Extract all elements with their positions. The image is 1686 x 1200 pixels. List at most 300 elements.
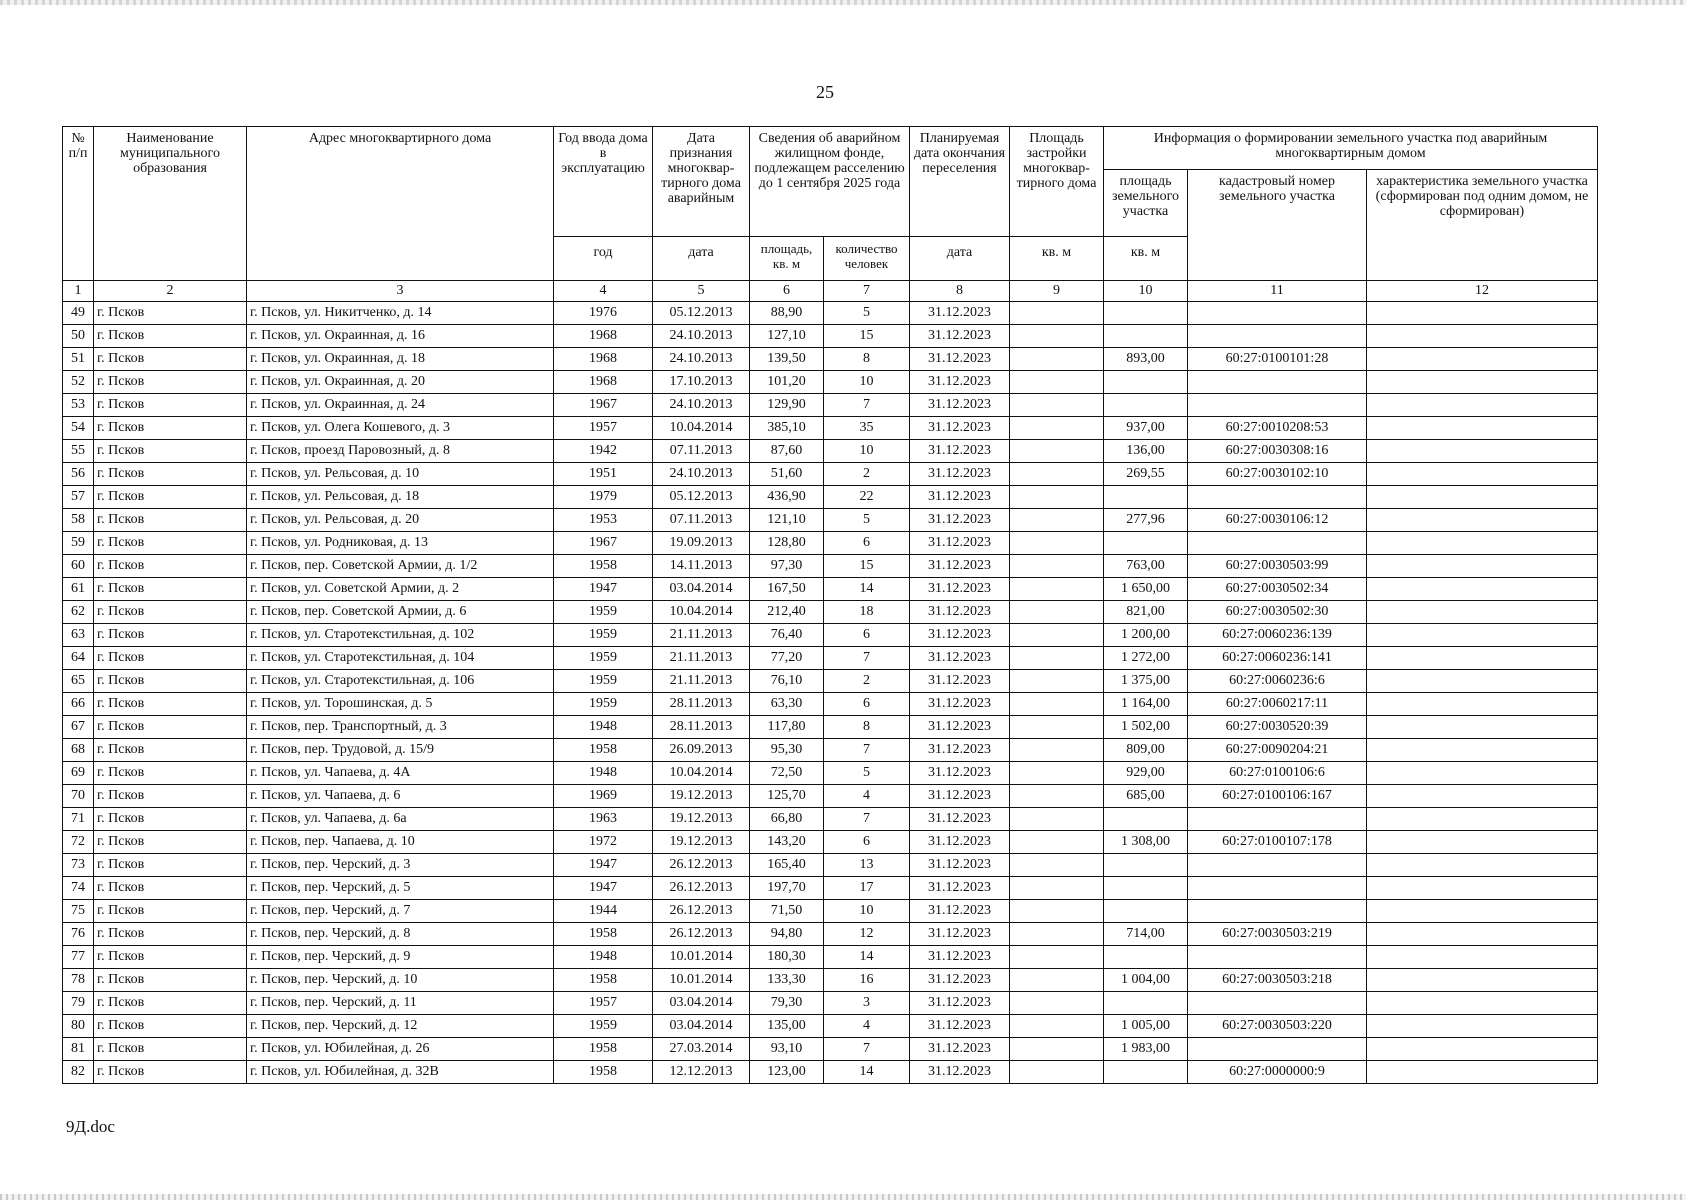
cell-land-characteristic <box>1367 785 1598 808</box>
cell-area: 125,70 <box>750 785 824 808</box>
cell-address: г. Псков, ул. Юбилейная, д. 32В <box>247 1061 554 1084</box>
cell-area: 139,50 <box>750 348 824 371</box>
cell-people: 8 <box>824 716 910 739</box>
cell-address: г. Псков, ул. Окраинная, д. 20 <box>247 371 554 394</box>
column-number: 9 <box>1010 281 1104 302</box>
cell-year: 1959 <box>554 647 653 670</box>
cell-people: 14 <box>824 946 910 969</box>
cell-people: 10 <box>824 440 910 463</box>
cell-land-area: 1 983,00 <box>1104 1038 1188 1061</box>
cell-municipality: г. Псков <box>94 624 247 647</box>
cell-recognition-date: 07.11.2013 <box>653 509 750 532</box>
table-row <box>63 325 1598 348</box>
cell-municipality: г. Псков <box>94 532 247 555</box>
cell-row-number: 70 <box>63 785 94 808</box>
cell-address: г. Псков, ул. Старотекстильная, д. 104 <box>247 647 554 670</box>
cell-row-number: 51 <box>63 348 94 371</box>
cell-row-number: 65 <box>63 670 94 693</box>
cell-address: г. Псков, ул. Советской Армии, д. 2 <box>247 578 554 601</box>
cell-cadastral-number: 60:27:0030502:30 <box>1188 601 1367 624</box>
cell-people: 12 <box>824 923 910 946</box>
cell-planned-end: 31.12.2023 <box>910 969 1010 992</box>
cell-people: 4 <box>824 785 910 808</box>
cell-row-number: 78 <box>63 969 94 992</box>
column-number: 12 <box>1367 281 1598 302</box>
cell-municipality: г. Псков <box>94 693 247 716</box>
cell-municipality: г. Псков <box>94 992 247 1015</box>
cell-area: 95,30 <box>750 739 824 762</box>
cell-people: 35 <box>824 417 910 440</box>
cell-cadastral-number <box>1188 992 1367 1015</box>
cell-land-area: 277,96 <box>1104 509 1188 532</box>
cell-recognition-date: 12.12.2013 <box>653 1061 750 1084</box>
cell-municipality: г. Псков <box>94 969 247 992</box>
cell-land-area: 929,00 <box>1104 762 1188 785</box>
cell-year: 1948 <box>554 716 653 739</box>
cell-land-area: 763,00 <box>1104 555 1188 578</box>
cell-address: г. Псков, пер. Советской Армии, д. 6 <box>247 601 554 624</box>
cell-land-characteristic <box>1367 1015 1598 1038</box>
unit-sqm-2: кв. м <box>1104 237 1188 281</box>
column-number: 11 <box>1188 281 1367 302</box>
cell-built-area <box>1010 969 1104 992</box>
cell-cadastral-number: 60:27:0090204:21 <box>1188 739 1367 762</box>
unit-year: год <box>554 237 653 281</box>
cell-year: 1959 <box>554 670 653 693</box>
cell-recognition-date: 26.12.2013 <box>653 854 750 877</box>
cell-cadastral-number: 60:27:0100106:6 <box>1188 762 1367 785</box>
cell-built-area <box>1010 785 1104 808</box>
cell-address: г. Псков, ул. Олега Кошевого, д. 3 <box>247 417 554 440</box>
cell-recognition-date: 10.01.2014 <box>653 946 750 969</box>
table-row <box>63 808 1598 831</box>
cell-people: 6 <box>824 624 910 647</box>
cell-recognition-date: 14.11.2013 <box>653 555 750 578</box>
table-row <box>63 440 1598 463</box>
header-land-group: Информация о формировании земельного участка под аварийным многоквартирным домом <box>1104 127 1598 170</box>
cell-address: г. Псков, ул. Чапаева, д. 6а <box>247 808 554 831</box>
table-row <box>63 693 1598 716</box>
cell-planned-end: 31.12.2023 <box>910 601 1010 624</box>
cell-year: 1979 <box>554 486 653 509</box>
table-row <box>63 785 1598 808</box>
table-row <box>63 486 1598 509</box>
header-num: № п/п <box>63 127 94 281</box>
cell-row-number: 56 <box>63 463 94 486</box>
cell-people: 4 <box>824 1015 910 1038</box>
cell-land-area: 1 164,00 <box>1104 693 1188 716</box>
cell-built-area <box>1010 555 1104 578</box>
cell-built-area <box>1010 877 1104 900</box>
cell-cadastral-number <box>1188 877 1367 900</box>
cell-land-characteristic <box>1367 992 1598 1015</box>
cell-planned-end: 31.12.2023 <box>910 923 1010 946</box>
cell-year: 1953 <box>554 509 653 532</box>
cell-row-number: 54 <box>63 417 94 440</box>
cell-planned-end: 31.12.2023 <box>910 417 1010 440</box>
cell-land-characteristic <box>1367 670 1598 693</box>
cell-municipality: г. Псков <box>94 325 247 348</box>
cell-land-characteristic <box>1367 946 1598 969</box>
cell-row-number: 49 <box>63 302 94 325</box>
cell-recognition-date: 19.12.2013 <box>653 831 750 854</box>
table-row <box>63 348 1598 371</box>
cell-land-area: 1 375,00 <box>1104 670 1188 693</box>
cell-municipality: г. Псков <box>94 854 247 877</box>
cell-cadastral-number <box>1188 854 1367 877</box>
cell-built-area <box>1010 739 1104 762</box>
cell-municipality: г. Псков <box>94 670 247 693</box>
cell-area: 94,80 <box>750 923 824 946</box>
cell-planned-end: 31.12.2023 <box>910 854 1010 877</box>
cell-row-number: 75 <box>63 900 94 923</box>
table-row <box>63 302 1598 325</box>
cell-built-area <box>1010 532 1104 555</box>
cell-planned-end: 31.12.2023 <box>910 831 1010 854</box>
cell-cadastral-number <box>1188 946 1367 969</box>
table-row <box>63 555 1598 578</box>
cell-land-area: 893,00 <box>1104 348 1188 371</box>
cell-municipality: г. Псков <box>94 417 247 440</box>
cell-year: 1972 <box>554 831 653 854</box>
table-row <box>63 1015 1598 1038</box>
cell-address: г. Псков, ул. Старотекстильная, д. 106 <box>247 670 554 693</box>
cell-planned-end: 31.12.2023 <box>910 302 1010 325</box>
cell-planned-end: 31.12.2023 <box>910 463 1010 486</box>
cell-recognition-date: 10.01.2014 <box>653 969 750 992</box>
cell-cadastral-number <box>1188 532 1367 555</box>
cell-land-characteristic <box>1367 923 1598 946</box>
cell-land-area <box>1104 486 1188 509</box>
cell-land-area: 809,00 <box>1104 739 1188 762</box>
cell-planned-end: 31.12.2023 <box>910 739 1010 762</box>
cell-land-area <box>1104 808 1188 831</box>
cell-cadastral-number <box>1188 371 1367 394</box>
cell-area: 143,20 <box>750 831 824 854</box>
cell-cadastral-number: 60:27:0030503:219 <box>1188 923 1367 946</box>
cell-municipality: г. Псков <box>94 302 247 325</box>
cell-built-area <box>1010 992 1104 1015</box>
cell-planned-end: 31.12.2023 <box>910 532 1010 555</box>
cell-address: г. Псков, пер. Транспортный, д. 3 <box>247 716 554 739</box>
cell-address: г. Псков, пер. Черский, д. 11 <box>247 992 554 1015</box>
cell-area: 93,10 <box>750 1038 824 1061</box>
cell-land-characteristic <box>1367 302 1598 325</box>
table-row <box>63 992 1598 1015</box>
cell-land-characteristic <box>1367 647 1598 670</box>
cell-year: 1944 <box>554 900 653 923</box>
cell-year: 1942 <box>554 440 653 463</box>
cell-row-number: 69 <box>63 762 94 785</box>
cell-cadastral-number: 60:27:0000000:9 <box>1188 1061 1367 1084</box>
table-row <box>63 394 1598 417</box>
table-row <box>63 877 1598 900</box>
cell-cadastral-number: 60:27:0030308:16 <box>1188 440 1367 463</box>
emergency-housing-table <box>62 126 1598 1084</box>
cell-planned-end: 31.12.2023 <box>910 647 1010 670</box>
unit-sqm: кв. м <box>1010 237 1104 281</box>
cell-year: 1958 <box>554 739 653 762</box>
cell-year: 1958 <box>554 555 653 578</box>
cell-land-area: 714,00 <box>1104 923 1188 946</box>
cell-people: 7 <box>824 739 910 762</box>
cell-row-number: 72 <box>63 831 94 854</box>
cell-year: 1947 <box>554 877 653 900</box>
cell-address: г. Псков, пер. Черский, д. 12 <box>247 1015 554 1038</box>
unit-date-2: дата <box>910 237 1010 281</box>
cell-planned-end: 31.12.2023 <box>910 509 1010 532</box>
cell-planned-end: 31.12.2023 <box>910 578 1010 601</box>
cell-planned-end: 31.12.2023 <box>910 555 1010 578</box>
cell-row-number: 60 <box>63 555 94 578</box>
cell-year: 1967 <box>554 532 653 555</box>
cell-row-number: 58 <box>63 509 94 532</box>
cell-planned-end: 31.12.2023 <box>910 325 1010 348</box>
cell-area: 72,50 <box>750 762 824 785</box>
cell-municipality: г. Псков <box>94 808 247 831</box>
cell-address: г. Псков, ул. Чапаева, д. 4А <box>247 762 554 785</box>
cell-cadastral-number: 60:27:0100106:167 <box>1188 785 1367 808</box>
cell-row-number: 55 <box>63 440 94 463</box>
cell-land-area <box>1104 877 1188 900</box>
cell-year: 1968 <box>554 325 653 348</box>
cell-cadastral-number <box>1188 394 1367 417</box>
cell-recognition-date: 24.10.2013 <box>653 325 750 348</box>
table-row <box>63 417 1598 440</box>
cell-year: 1976 <box>554 302 653 325</box>
cell-year: 1968 <box>554 348 653 371</box>
cell-planned-end: 31.12.2023 <box>910 624 1010 647</box>
cell-year: 1969 <box>554 785 653 808</box>
cell-recognition-date: 03.04.2014 <box>653 578 750 601</box>
cell-built-area <box>1010 578 1104 601</box>
cell-land-area <box>1104 325 1188 348</box>
cell-built-area <box>1010 716 1104 739</box>
cell-land-area <box>1104 302 1188 325</box>
cell-land-characteristic <box>1367 371 1598 394</box>
cell-recognition-date: 21.11.2013 <box>653 624 750 647</box>
cell-address: г. Псков, пер. Черский, д. 9 <box>247 946 554 969</box>
cell-municipality: г. Псков <box>94 348 247 371</box>
cell-built-area <box>1010 394 1104 417</box>
cell-cadastral-number: 60:27:0060236:141 <box>1188 647 1367 670</box>
cell-year: 1959 <box>554 1015 653 1038</box>
cell-cadastral-number: 60:27:0030503:99 <box>1188 555 1367 578</box>
cell-people: 13 <box>824 854 910 877</box>
cell-address: г. Псков, пер. Трудовой, д. 15/9 <box>247 739 554 762</box>
cell-planned-end: 31.12.2023 <box>910 670 1010 693</box>
cell-year: 1947 <box>554 854 653 877</box>
cell-people: 6 <box>824 532 910 555</box>
table-row <box>63 716 1598 739</box>
scan-edge-top <box>0 0 1686 5</box>
cell-area: 123,00 <box>750 1061 824 1084</box>
cell-land-area <box>1104 532 1188 555</box>
cell-cadastral-number <box>1188 808 1367 831</box>
column-number: 4 <box>554 281 653 302</box>
cell-cadastral-number: 60:27:0060236:139 <box>1188 624 1367 647</box>
cell-land-area <box>1104 900 1188 923</box>
cell-row-number: 81 <box>63 1038 94 1061</box>
cell-land-characteristic <box>1367 877 1598 900</box>
cell-recognition-date: 28.11.2013 <box>653 716 750 739</box>
cell-planned-end: 31.12.2023 <box>910 716 1010 739</box>
cell-row-number: 61 <box>63 578 94 601</box>
table-row <box>63 900 1598 923</box>
cell-area: 129,90 <box>750 394 824 417</box>
cell-cadastral-number <box>1188 325 1367 348</box>
cell-planned-end: 31.12.2023 <box>910 877 1010 900</box>
cell-municipality: г. Псков <box>94 739 247 762</box>
cell-planned-end: 31.12.2023 <box>910 693 1010 716</box>
cell-land-area: 1 272,00 <box>1104 647 1188 670</box>
cell-recognition-date: 05.12.2013 <box>653 486 750 509</box>
cell-built-area <box>1010 762 1104 785</box>
cell-cadastral-number: 60:27:0100101:28 <box>1188 348 1367 371</box>
cell-land-area <box>1104 854 1188 877</box>
cell-area: 385,10 <box>750 417 824 440</box>
unit-people: количество человек <box>824 237 910 281</box>
footer-file-name: 9Д.doc <box>66 1117 115 1136</box>
cell-built-area <box>1010 371 1104 394</box>
cell-land-characteristic <box>1367 578 1598 601</box>
cell-people: 7 <box>824 394 910 417</box>
column-number: 1 <box>63 281 94 302</box>
cell-municipality: г. Псков <box>94 578 247 601</box>
cell-year: 1958 <box>554 1038 653 1061</box>
cell-planned-end: 31.12.2023 <box>910 486 1010 509</box>
header-municipality: Наименование муниципального образования <box>94 127 247 281</box>
column-number: 8 <box>910 281 1010 302</box>
header-land-char: характеристика земельного участка (сформирован под одним домом, не сформирован) <box>1367 170 1598 281</box>
cell-built-area <box>1010 670 1104 693</box>
cell-built-area <box>1010 946 1104 969</box>
cell-address: г. Псков, ул. Окраинная, д. 16 <box>247 325 554 348</box>
cell-built-area <box>1010 900 1104 923</box>
table-row <box>63 923 1598 946</box>
cell-area: 180,30 <box>750 946 824 969</box>
cell-recognition-date: 19.12.2013 <box>653 808 750 831</box>
cell-area: 197,70 <box>750 877 824 900</box>
cell-municipality: г. Псков <box>94 486 247 509</box>
cell-built-area <box>1010 348 1104 371</box>
cell-people: 22 <box>824 486 910 509</box>
cell-planned-end: 31.12.2023 <box>910 1015 1010 1038</box>
cell-area: 79,30 <box>750 992 824 1015</box>
cell-area: 63,30 <box>750 693 824 716</box>
cell-address: г. Псков, ул. Рельсовая, д. 18 <box>247 486 554 509</box>
table-row <box>63 624 1598 647</box>
cell-people: 6 <box>824 693 910 716</box>
cell-land-area: 1 502,00 <box>1104 716 1188 739</box>
cell-cadastral-number: 60:27:0060236:6 <box>1188 670 1367 693</box>
cell-address: г. Псков, проезд Паровозный, д. 8 <box>247 440 554 463</box>
table-row <box>63 463 1598 486</box>
cell-built-area <box>1010 601 1104 624</box>
cell-year: 1968 <box>554 371 653 394</box>
scan-edge-bottom <box>0 1194 1686 1200</box>
cell-land-characteristic <box>1367 486 1598 509</box>
cell-land-characteristic <box>1367 900 1598 923</box>
cell-people: 5 <box>824 762 910 785</box>
table-row <box>63 762 1598 785</box>
cell-land-characteristic <box>1367 624 1598 647</box>
cell-area: 76,40 <box>750 624 824 647</box>
table-row <box>63 1061 1598 1084</box>
cell-area: 121,10 <box>750 509 824 532</box>
cell-municipality: г. Псков <box>94 601 247 624</box>
cell-people: 15 <box>824 555 910 578</box>
cell-year: 1958 <box>554 1061 653 1084</box>
cell-land-area <box>1104 1061 1188 1084</box>
cell-recognition-date: 24.10.2013 <box>653 348 750 371</box>
cell-row-number: 59 <box>63 532 94 555</box>
cell-land-characteristic <box>1367 831 1598 854</box>
cell-people: 7 <box>824 647 910 670</box>
cell-year: 1958 <box>554 923 653 946</box>
page-number: 25 <box>816 82 834 102</box>
cell-people: 8 <box>824 348 910 371</box>
cell-land-characteristic <box>1367 348 1598 371</box>
cell-address: г. Псков, пер. Черский, д. 5 <box>247 877 554 900</box>
cell-address: г. Псков, пер. Черский, д. 7 <box>247 900 554 923</box>
cell-row-number: 57 <box>63 486 94 509</box>
cell-year: 1948 <box>554 946 653 969</box>
cell-recognition-date: 10.04.2014 <box>653 762 750 785</box>
cell-land-area: 685,00 <box>1104 785 1188 808</box>
column-number: 6 <box>750 281 824 302</box>
cell-year: 1948 <box>554 762 653 785</box>
cell-land-characteristic <box>1367 532 1598 555</box>
cell-recognition-date: 10.04.2014 <box>653 601 750 624</box>
cell-municipality: г. Псков <box>94 1015 247 1038</box>
cell-land-area: 1 650,00 <box>1104 578 1188 601</box>
cell-year: 1947 <box>554 578 653 601</box>
cell-people: 2 <box>824 670 910 693</box>
cell-area: 135,00 <box>750 1015 824 1038</box>
cell-year: 1951 <box>554 463 653 486</box>
cell-row-number: 74 <box>63 877 94 900</box>
cell-address: г. Псков, ул. Торошинская, д. 5 <box>247 693 554 716</box>
column-number: 10 <box>1104 281 1188 302</box>
table-row <box>63 831 1598 854</box>
cell-area: 66,80 <box>750 808 824 831</box>
cell-land-area: 1 005,00 <box>1104 1015 1188 1038</box>
cell-year: 1957 <box>554 417 653 440</box>
cell-built-area <box>1010 417 1104 440</box>
cell-land-area <box>1104 371 1188 394</box>
cell-planned-end: 31.12.2023 <box>910 762 1010 785</box>
column-number: 5 <box>653 281 750 302</box>
cell-built-area <box>1010 1038 1104 1061</box>
cell-area: 167,50 <box>750 578 824 601</box>
cell-planned-end: 31.12.2023 <box>910 946 1010 969</box>
cell-planned-end: 31.12.2023 <box>910 1061 1010 1084</box>
cell-people: 2 <box>824 463 910 486</box>
cell-planned-end: 31.12.2023 <box>910 808 1010 831</box>
cell-cadastral-number: 60:27:0030102:10 <box>1188 463 1367 486</box>
cell-address: г. Псков, ул. Никитченко, д. 14 <box>247 302 554 325</box>
cell-built-area <box>1010 463 1104 486</box>
cell-people: 10 <box>824 371 910 394</box>
cell-year: 1959 <box>554 693 653 716</box>
cell-land-area: 1 004,00 <box>1104 969 1188 992</box>
cell-land-characteristic <box>1367 716 1598 739</box>
cell-cadastral-number <box>1188 302 1367 325</box>
cell-built-area <box>1010 923 1104 946</box>
cell-cadastral-number: 60:27:0060217:11 <box>1188 693 1367 716</box>
cell-year: 1959 <box>554 601 653 624</box>
